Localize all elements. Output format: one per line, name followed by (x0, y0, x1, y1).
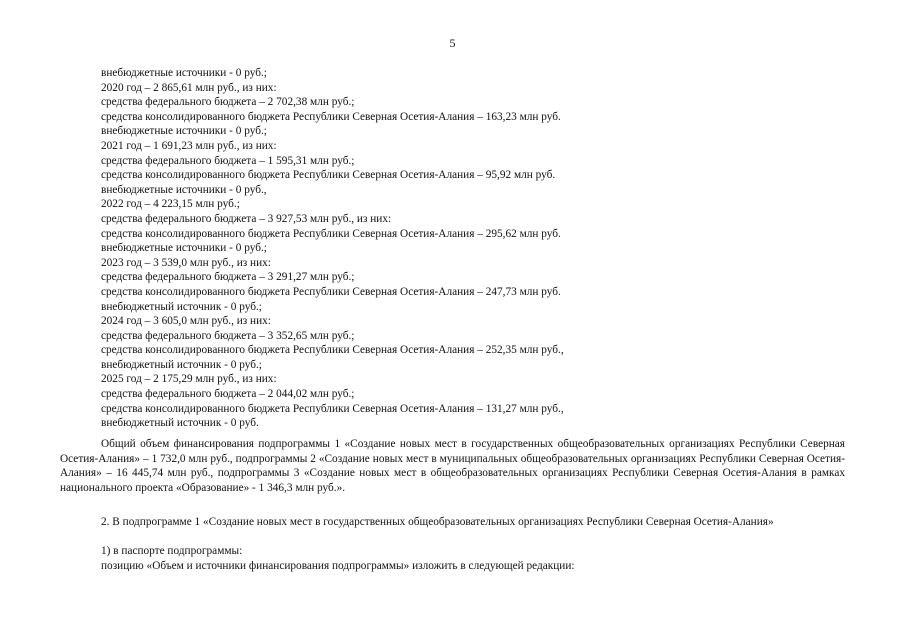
funding-line: внебюджетные источники - 0 руб.; (101, 242, 267, 255)
page-number: 5 (449, 36, 456, 50)
funding-line: 2021 год – 1 691,23 млн руб., из них: (101, 139, 277, 152)
funding-line: 2023 год – 3 539,0 млн руб., из них: (101, 256, 271, 269)
funding-line: внебюджетный источник - 0 руб.; (101, 300, 262, 313)
item-2-text: 2. В подпрограмме 1 «Создание новых мест в государственных общеобразовательных организациях Республики Северная Осетия-Алания» (101, 516, 774, 528)
funding-line: средства федерального бюджета – 2 702,38 млн руб.; (101, 96, 355, 109)
funding-line: внебюджетный источник - 0 руб.; (101, 358, 262, 371)
funding-line: средства консолидированного бюджета Республики Северная Осетия-Алания – 252,35 млн руб., (101, 344, 564, 357)
funding-line: внебюджетный источник - 0 руб. (101, 417, 259, 430)
funding-line: средства консолидированного бюджета Республики Северная Осетия-Алания – 95,92 млн руб. (101, 169, 556, 182)
funding-line: внебюджетные источники - 0 руб., (101, 183, 267, 196)
funding-line: средства федерального бюджета – 3 291,27 млн руб.; (101, 271, 355, 284)
funding-line: средства консолидированного бюджета Республики Северная Осетия-Алания – 295,62 млн руб. (101, 227, 561, 240)
funding-line: средства федерального бюджета – 2 044,02 млн руб.; (101, 388, 355, 401)
funding-line: 2024 год – 3 605,0 млн руб., из них: (101, 315, 271, 328)
funding-line: 2025 год – 2 175,29 млн руб., из них: (101, 373, 277, 386)
total-funding-paragraph (60, 437, 845, 495)
funding-line: внебюджетные источники - 0 руб.; (101, 125, 267, 138)
funding-line: средства консолидированного бюджета Республики Северная Осетия-Алания – 131,27 млн руб., (101, 402, 564, 415)
item-2-paragraph (60, 515, 845, 530)
position-instruction: позицию «Объем и источники финансирования подпрограммы» изложить в следующей редакции: (101, 560, 575, 572)
funding-line: средства консолидированного бюджета Республики Северная Осетия-Алания – 163,23 млн руб. (101, 110, 561, 123)
funding-line: средства федерального бюджета – 1 595,31 млн руб.; (101, 154, 355, 167)
total-funding-text: Общий объем финансирования подпрограммы 1 «Создание новых мест в государственных общеобразовательных организациях Республики Северная Осетия-Алания» – 1 732,0 млн руб., подпрограммы 2 «Создание новых мест в муниципальных общеобразовательных организациях Республики Северная Осетия-Алания» – 16 445,74 млн руб., подпрограммы 3 «Создание новых мест в общеобразовательных организациях Республики Северная Осетия-Алания в рамках национального проекта «Образование» - 1 346,3 млн руб.». (60, 438, 845, 494)
funding-line: средства федерального бюджета – 3 927,53 млн руб., из них: (101, 212, 392, 225)
funding-line: средства федерального бюджета – 3 352,65 млн руб.; (101, 329, 355, 342)
funding-breakdown-list (101, 66, 841, 431)
funding-line: 2022 год – 4 223,15 млн руб.; (101, 198, 240, 211)
funding-line: средства консолидированного бюджета Республики Северная Осетия-Алания – 247,73 млн руб. (101, 285, 561, 298)
funding-line: внебюджетные источники - 0 руб.; (101, 67, 267, 79)
funding-line: 2020 год – 2 865,61 млн руб., из них: (101, 81, 277, 94)
passport-subitem: 1) в паспорте подпрограммы: (101, 545, 243, 557)
